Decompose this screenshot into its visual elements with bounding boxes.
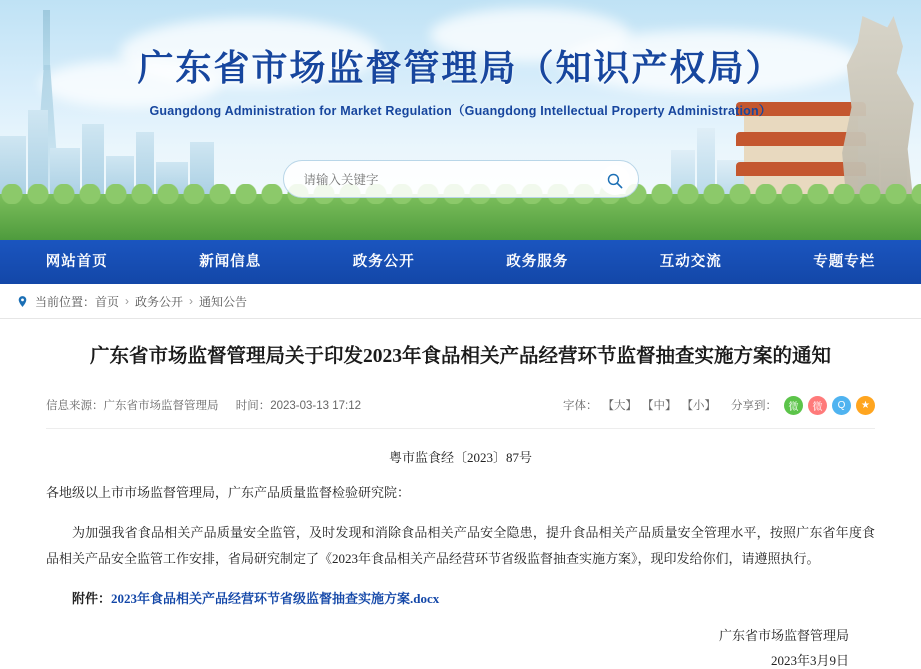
article-signature: 广东省市场监督管理局 [46, 625, 875, 644]
breadcrumb-item-notice[interactable]: 通知公告 [199, 293, 247, 310]
article-title: 广东省市场监督管理局关于印发2023年食品相关产品经营环节监督抽查实施方案的通知 [46, 343, 875, 370]
nav-item-news[interactable]: 新闻信息 [154, 240, 308, 284]
breadcrumb-separator: › [125, 294, 129, 308]
breadcrumb-item-home[interactable]: 首页 [95, 293, 119, 310]
favorite-share-icon[interactable]: ★ [856, 396, 875, 415]
article-paragraph-body: 为加强我省食品相关产品质量安全监管，及时发现和消除食品相关产品安全隐患，提升食品相关产品质量安全管理水平，按照广东省年度食品相关产品安全监管工作安排，省局研究制定了《2023年食品相关产品经营环节省级监督抽查实施方案》，现印发给你们，请遵照执行。 [46, 520, 875, 572]
nav-item-disclosure[interactable]: 政务公开 [307, 240, 461, 284]
article-meta-right [563, 396, 875, 415]
site-title-block [0, 40, 921, 119]
fontsize-small-button[interactable]: 【小】 [682, 397, 717, 413]
qzone-share-icon[interactable]: Q [832, 396, 851, 415]
main-navigation [0, 240, 921, 284]
article-meta-bar [46, 390, 875, 429]
fontsize-label: 字体： [563, 397, 598, 413]
nav-item-topics[interactable]: 专题专栏 [768, 240, 921, 284]
attachment-row [46, 588, 875, 607]
search-box[interactable] [283, 160, 639, 198]
attachment-label: 附件： [72, 591, 111, 606]
site-header-banner [0, 0, 921, 240]
breadcrumb-separator: › [189, 294, 193, 308]
green-belt-decoration [0, 194, 921, 240]
fontsize-large-button[interactable]: 【大】 [603, 397, 638, 413]
breadcrumb-prefix: 当前位置： [35, 293, 95, 310]
search-input[interactable] [302, 161, 596, 199]
search-button[interactable] [600, 165, 630, 195]
document-number: 粤市监食经〔2023〕87号 [46, 447, 875, 466]
location-pin-icon [16, 295, 29, 308]
article-meta-left [46, 397, 375, 413]
article-time: 时间：2023-03-13 17:12 [236, 400, 361, 412]
article-sign-date: 2023年3月9日 [46, 650, 875, 669]
weibo-share-icon[interactable]: 微 [808, 396, 827, 415]
breadcrumb [0, 284, 921, 319]
share-label: 分享到： [731, 397, 777, 413]
article-paragraph-salutation: 各地级以上市市场监督管理局，广东产品质量监督检验研究院： [46, 480, 875, 506]
site-title-cn: 广东省市场监督管理局（知识产权局） [0, 40, 921, 91]
nav-item-services[interactable]: 政务服务 [461, 240, 615, 284]
article-container [0, 343, 921, 669]
nav-item-home[interactable]: 网站首页 [0, 240, 154, 284]
site-title-en: Guangdong Administration for Market Regulation（Guangdong Intellectual Property Administration） [0, 101, 921, 119]
nav-item-interaction[interactable]: 互动交流 [614, 240, 768, 284]
search-icon [606, 172, 623, 189]
fontsize-medium-button[interactable]: 【中】 [642, 397, 677, 413]
article-source: 信息来源：广东省市场监督管理局 [46, 400, 219, 412]
attachment-link[interactable]: 2023年食品相关产品经营环节省级监督抽查实施方案.docx [111, 591, 439, 606]
breadcrumb-item-disclosure[interactable]: 政务公开 [135, 293, 183, 310]
wechat-share-icon[interactable]: 微 [784, 396, 803, 415]
